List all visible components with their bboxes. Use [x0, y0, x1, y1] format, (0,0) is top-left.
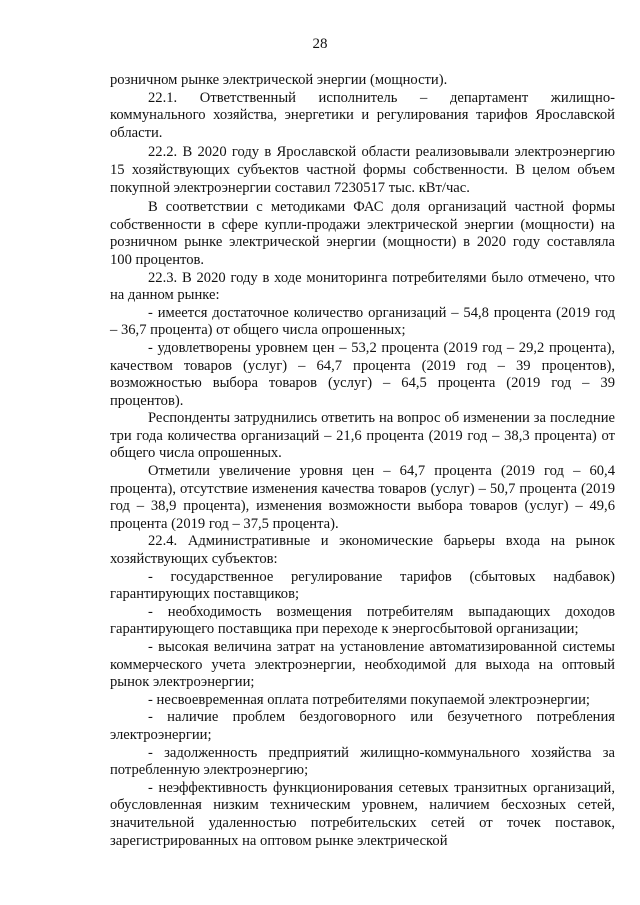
paragraph-noted-increase: Отметили увеличение уровня цен – 64,7 процента (2019 год – 60,4 процента), отсутствие изменения качества товаров (услуг) – 50,7 процента (2019 год – 38,9 процента), изменения возможности выбора товаров (услуг) – 49,6 процента (2019 год – 37,5 процента).: [110, 463, 615, 532]
list-item-metering-costs: - высокая величина затрат на установление автоматизированной системы коммерческого учета электроэнергии, необходимой для выхода на оптовый рынок электроэнергии;: [110, 639, 615, 691]
list-item-network-inefficiency: - неэффективность функционирования сетевых транзитных организаций, обусловленная низким техническим уровнем, наличием бесхозных сетей, значительной удаленностью потребительских сетей от точек поставок, зарегистрированных на оптовом рынке электрической: [110, 779, 615, 849]
paragraph-22-3: 22.3. В 2020 году в ходе мониторинга потребителями было отмечено, что на данном рынке:: [110, 269, 615, 304]
paragraph-fas-share: В соответствии с методиками ФАС доля организаций частной формы собственности в сфере купли-продажи электрической энергии (мощности) на розничном рынке электрической энергии (мощности) в 2020 году составляла 100 процентов.: [110, 199, 615, 268]
list-item-utility-debt: - задолженность предприятий жилищно-коммунального хозяйства за потребленную электроэнергию;: [110, 744, 615, 779]
paragraph-continuation: розничном рынке электрической энергии (мощности).: [110, 72, 448, 88]
list-item-late-payment: - несвоевременная оплата потребителями покупаемой электроэнергии;: [148, 691, 590, 708]
document-body: [110, 72, 615, 850]
paragraph-22-4: 22.4. Административные и экономические барьеры входа на рынок хозяйствующих субъектов:: [110, 533, 615, 568]
page-number: 28: [312, 36, 328, 52]
list-item-satisfied: - удовлетворены уровнем цен – 53,2 процента (2019 год – 29,2 процента), качеством товаров (услуг) – 64,7 процента (2019 год – 39 процентов), возможностью выбора товаров (услуг) – 64,5 процента (2019 год – 39 процентов).: [110, 339, 615, 409]
list-item-compensation: - необходимость возмещения потребителям выпадающих доходов гарантирующего поставщика при переходе к энергосбытовой организации;: [110, 603, 615, 638]
paragraph-respondents: Респонденты затруднились ответить на вопрос об изменении за последние три года количества организаций – 21,6 процента (2019 год – 38,3 процента) от общего числа опрошенных.: [110, 410, 615, 462]
list-item-tariff-regulation: - государственное регулирование тарифов (сбытовых надбавок) гарантирующих поставщиков;: [110, 568, 615, 603]
paragraph-22-2: 22.2. В 2020 году в Ярославской области реализовывали электроэнергию 15 хозяйствующих субъектов частной формы собственности. В целом объем покупной электроэнергии составил 7230517 тыс. кВт/час.: [110, 144, 615, 196]
paragraph-22-1: 22.1. Ответственный исполнитель – департамент жилищно-коммунального хозяйства, энергетики и регулирования тарифов Ярославской области.: [110, 89, 615, 141]
list-item-enough-organizations: - имеется достаточное количество организаций – 54,8 процента (2019 год – 36,7 процента) от общего числа опрошенных;: [110, 304, 615, 339]
list-item-unmetered-consumption: - наличие проблем бездоговорного или безучетного потребления электроэнергии;: [110, 709, 615, 743]
